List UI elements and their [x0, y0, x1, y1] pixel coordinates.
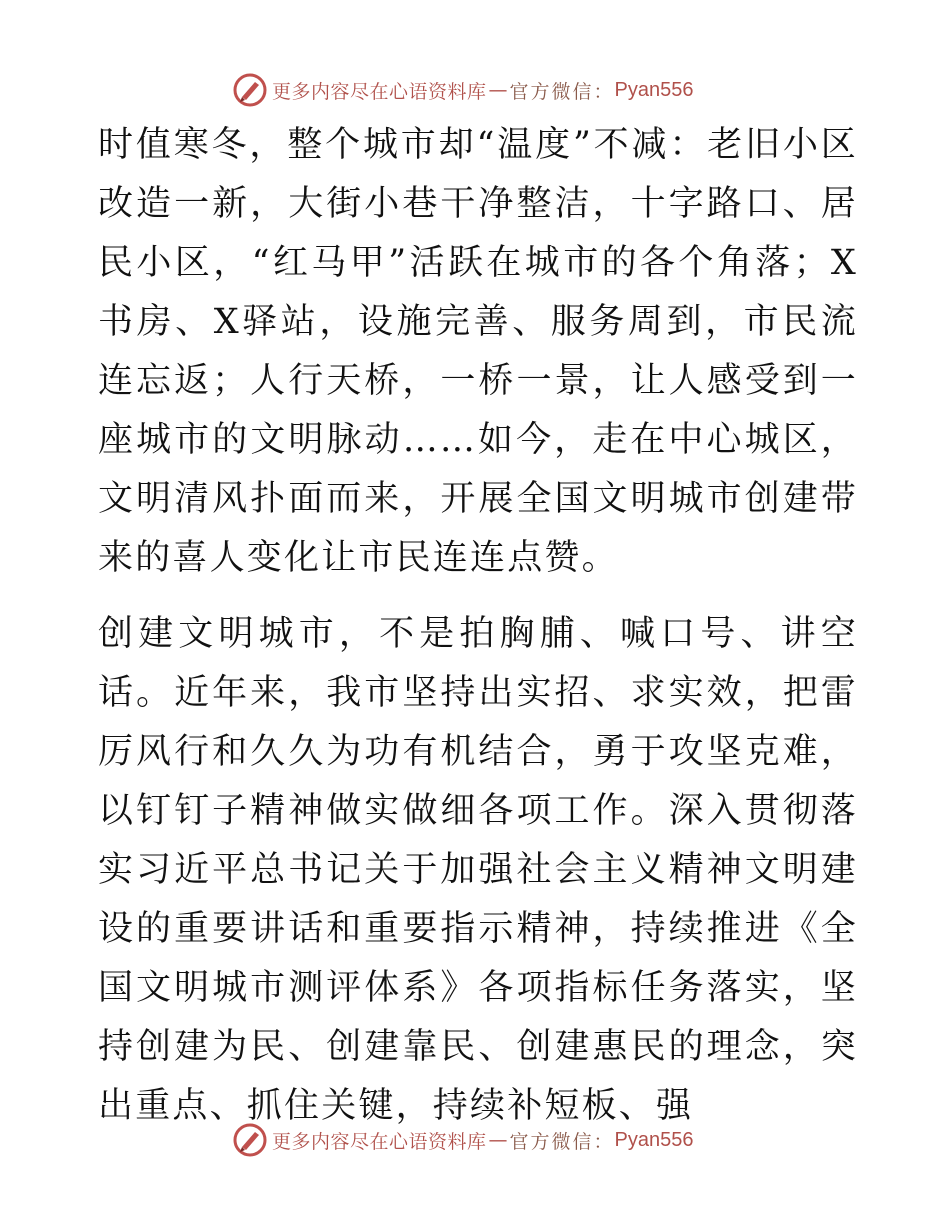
header-separator: —	[488, 79, 508, 101]
footer-site-text: 更多内容尽在心语资料库	[272, 1130, 487, 1153]
pen-logo-icon	[232, 1122, 268, 1158]
footer-banner	[232, 1122, 694, 1158]
header-banner	[232, 72, 694, 108]
document-body	[98, 116, 858, 1136]
paragraph-2: 创建文明城市，不是拍胸脯、喊口号、讲空话。近年来，我市坚持出实招、求实效，把雷厉风行和久久为功有机结合，勇于攻坚克难，以钉钉子精神做实做细各项工作。深入贯彻落实习近平总书记关于加强社会主义精神文明建设的重要讲话和重要指示精神，持续推进《全国文明城市测评体系》各项指标任务落实，坚持创建为民、创建靠民、创建惠民的理念，突出重点、抓住关键，持续补短板、强	[98, 614, 858, 1126]
header-site-text: 更多内容尽在心语资料库	[272, 80, 487, 103]
header-wechat-id: Pyan556	[614, 78, 694, 101]
footer-separator: —	[488, 1129, 508, 1151]
pen-logo-icon	[232, 72, 268, 108]
footer-wechat-id: Pyan556	[614, 1128, 694, 1151]
footer-wechat-label: 官方微信：	[509, 1130, 615, 1153]
header-wechat-label: 官方微信：	[509, 80, 615, 103]
paragraph-1: 时值寒冬，整个城市却“温度”不减：老旧小区改造一新，大街小巷干净整洁，十字路口、居民小区，“红马甲”活跃在城市的各个角落；X书房、X驿站，设施完善、服务周到，市民流连忘返；人行天桥，一桥一景，让人感受到一座城市的文明脉动……如今，走在中心城区，文明清风扑面而来，开展全国文明城市创建带来的喜人变化让市民连连点赞。	[98, 125, 858, 578]
